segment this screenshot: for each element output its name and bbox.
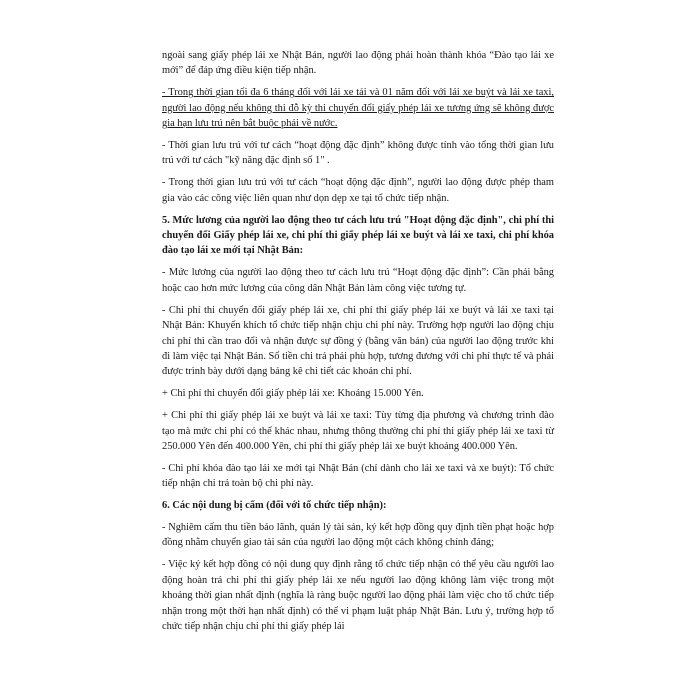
- paragraph-conversion-cost: + Chi phí thi chuyển đổi giấy phép lái xe: Khoảng 15.000 Yên.: [162, 388, 424, 400]
- paragraph-bus-taxi-cost: + Chi phí thi giấy phép lái xe buýt và lái xe taxi: Tùy từng địa phương và chương trình đào tạo mà mức chi phí có thể khác nhau, nhưng thông thường chi phí thi giấy phép lái xe taxi từ 250.000 Yên đến 400.000 Yên, chi phí thi giấy phép lái xe buýt khoảng 400.000 Yên.: [162, 410, 554, 452]
- paragraph-prohibition-deposit: - Nghiêm cấm thu tiền bảo lãnh, quản lý tài sản, ký kết hợp đồng quy định tiền phạt hoặc hợp đồng nhằm chuyển giao tài sản của người lao động một cách không chính đáng;: [162, 522, 554, 549]
- document-page: [162, 48, 554, 641]
- paragraph-prohibition-contract: - Việc ký kết hợp đồng có nội dung quy định rằng tổ chức tiếp nhận có thể yêu cầu người lao động hoàn trả chi phí thi giấy phép lái xe nếu người lao động không làm việc trong một khoảng thời gian nhất định (nghĩa là ràng buộc người lao động phải làm việc cho tổ chức tiếp nhận trong một thời hạn nhất định) có thể vi phạm luật pháp Nhật Bản. Lưu ý, trường hợp tổ chức tiếp nhận chịu chi phí thi giấy phép lái: [162, 559, 554, 632]
- paragraph-salary: - Mức lương của người lao động theo tư cách lưu trú “Hoạt động đặc định”: Cần phải bằng hoặc cao hơn mức lương của công dân Nhật Bản làm công việc tương tự.: [162, 267, 554, 294]
- paragraph-training-cost: - Chi phí khóa đào tạo lái xe mới tại Nhật Bản (chỉ dành cho lái xe taxi và xe buýt): Tổ chức tiếp nhận chi trả toàn bộ chi phí này.: [162, 462, 554, 490]
- paragraph-license-deadline: - Trong thời gian tối đa 6 tháng đối với lái xe tải và 01 năm đối với lái xe buýt và lái xe taxi, người lao động nếu không thi đỗ kỳ thi chuyển đổi giấy phép lái xe tương ứng sẽ không được gia hạn lưu trú nên bắt buộc phải về nước.: [162, 87, 554, 130]
- section-heading-6: 6. Các nội dung bị cấm (đối với tổ chức tiếp nhận):: [162, 500, 387, 512]
- section-heading-5: 5. Mức lương của người lao động theo tư cách lưu trú "Hoạt động đặc định", chi phí thi chuyển đổi Giấy phép lái xe, chi phí thi giấy phép lái xe buýt và lái xe taxi, chi phí khóa đào tạo lái xe mới tại Nhật Bản:: [162, 214, 554, 257]
- paragraph-related-work: - Trong thời gian lưu trú với tư cách “hoạt động đặc định”, người lao động được phép tham gia vào các công việc liên quan như dọn dẹp xe tại tổ chức tiếp nhận.: [162, 177, 554, 204]
- paragraph-exam-costs: - Chi phí thi chuyển đổi giấy phép lái xe, chi phí thi giấy phép lái xe buýt và lái xe taxi tại Nhật Bản: Khuyến khích tổ chức tiếp nhận chịu chi phí này. Trường hợp người lao động chịu chi phí thì cần trao đổi và nhận được sự đồng ý (bằng văn bản) của người lao động trước khi đi làm việc tại Nhật Bản. Số tiền chi trả phải phù hợp, tương đương với chi phí thực tế và phải được trình bày dưới dạng bảng kê chi tiết các khoản chi phí.: [162, 304, 554, 378]
- paragraph-intro-continuation: ngoài sang giấy phép lái xe Nhật Bản, người lao động phải hoàn thành khóa “Đào tạo lái xe mới” để đáp ứng điều kiện tiếp nhận.: [162, 50, 554, 77]
- paragraph-stay-duration: - Thời gian lưu trú với tư cách “hoạt động đặc định” không được tính vào tổng thời gian lưu trú với tư cách "kỹ năng đặc định số 1" .: [162, 140, 554, 167]
